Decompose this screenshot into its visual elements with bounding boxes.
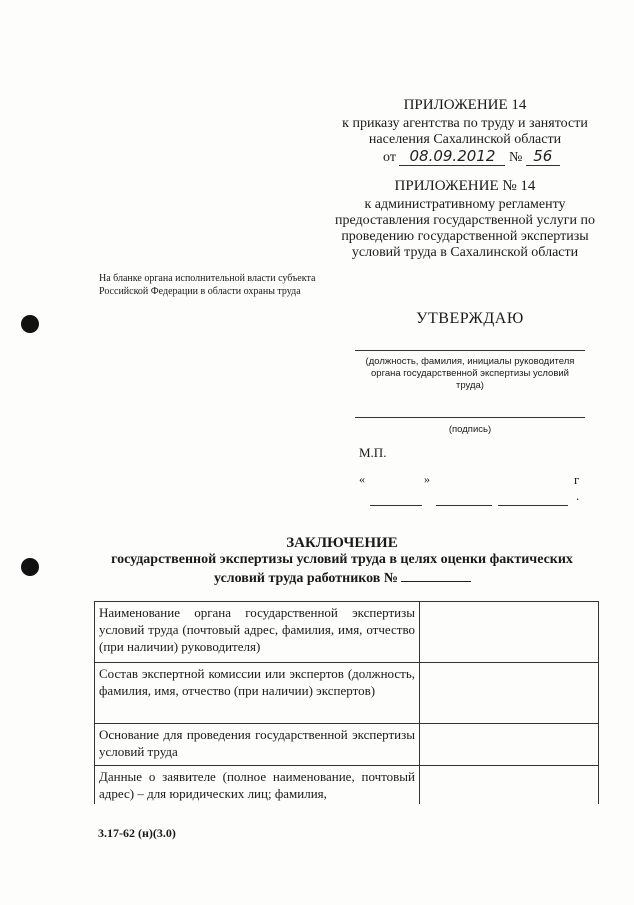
number-prefix: № <box>508 150 523 165</box>
position-line <box>355 350 585 351</box>
handwritten-number: 56 <box>526 147 560 166</box>
conclusion-subtitle-2-line <box>214 568 471 587</box>
row-label-applicant: Данные о заявителе (полное наименование, почтовый адрес) – для юридических лиц; фамилия, <box>95 766 420 805</box>
table-row <box>95 663 599 724</box>
punch-hole-top <box>21 315 39 333</box>
row-label-expert-body: Наименование органа государственной экспертизы условий труда (почтовый адрес, фамилия, имя, отчество (при наличии) руководителя) <box>95 602 420 663</box>
conclusion-subtitle-1: государственной экспертизы условий труда в целях оценки фактических <box>111 552 573 567</box>
appendix-title-1: ПРИЛОЖЕНИЕ 14 <box>403 97 527 113</box>
appendix-1-line-1: к приказу агентства по труду и занятости <box>342 116 588 131</box>
conclusion-title: ЗАКЛЮЧЕНИЕ <box>286 535 398 551</box>
conclusion-number-blank <box>401 568 471 582</box>
year-line <box>498 505 568 506</box>
row-value-basis[interactable] <box>420 724 599 766</box>
appendix-2-line-1: к административному регламенту <box>364 197 566 212</box>
seal-label: М.П. <box>359 445 387 460</box>
appendix-title-2: ПРИЛОЖЕНИЕ № 14 <box>394 178 536 194</box>
date-quote-open: « <box>359 472 365 486</box>
handwritten-date: 08.09.2012 <box>399 147 505 166</box>
table-row <box>95 724 599 766</box>
form-code: 3.17-62 (н)(3.0) <box>98 826 176 840</box>
letterhead-line-1: На бланке органа исполнительной власти субъекта <box>99 273 316 284</box>
approval-title: УТВЕРЖДАЮ <box>416 310 524 327</box>
conclusion-table <box>94 601 599 804</box>
appendix-2-line-2: предоставления государственной услуги по <box>335 213 595 228</box>
conclusion-subtitle-2: условий труда работников № <box>214 571 398 586</box>
table-row <box>95 602 599 663</box>
appendix-1-date-line <box>383 147 560 166</box>
day-line <box>370 505 422 506</box>
position-caption-2: органа государственной экспертизы условий <box>371 368 569 379</box>
year-dot: . <box>576 488 580 503</box>
date-prefix: от <box>383 150 396 165</box>
signature-line <box>355 417 585 418</box>
row-label-commission: Состав экспертной комиссии или экспертов (должность, фамилия, имя, отчество (при наличии) экспертов) <box>95 663 420 724</box>
year-suffix: г <box>574 472 580 487</box>
appendix-1-line-2: населения Сахалинской области <box>368 132 562 147</box>
punch-hole-bottom <box>21 558 39 576</box>
date-quote-close: » <box>424 472 430 486</box>
appendix-2-line-3: проведению государственной экспертизы <box>341 229 589 244</box>
letterhead-line-2: Российской Федерации в области охраны труда <box>99 286 301 297</box>
position-caption-1: (должность, фамилия, инициалы руководителя <box>365 356 575 367</box>
row-label-basis: Основание для проведения государственной экспертизы условий труда <box>95 724 420 766</box>
position-caption-3: труда) <box>456 380 484 391</box>
appendix-2-line-4: условий труда в Сахалинской области <box>351 245 579 260</box>
table-row <box>95 766 599 805</box>
row-value-commission[interactable] <box>420 663 599 724</box>
month-line <box>436 505 492 506</box>
row-value-expert-body[interactable] <box>420 602 599 663</box>
signature-caption: (подпись) <box>448 424 492 435</box>
row-value-applicant[interactable] <box>420 766 599 805</box>
